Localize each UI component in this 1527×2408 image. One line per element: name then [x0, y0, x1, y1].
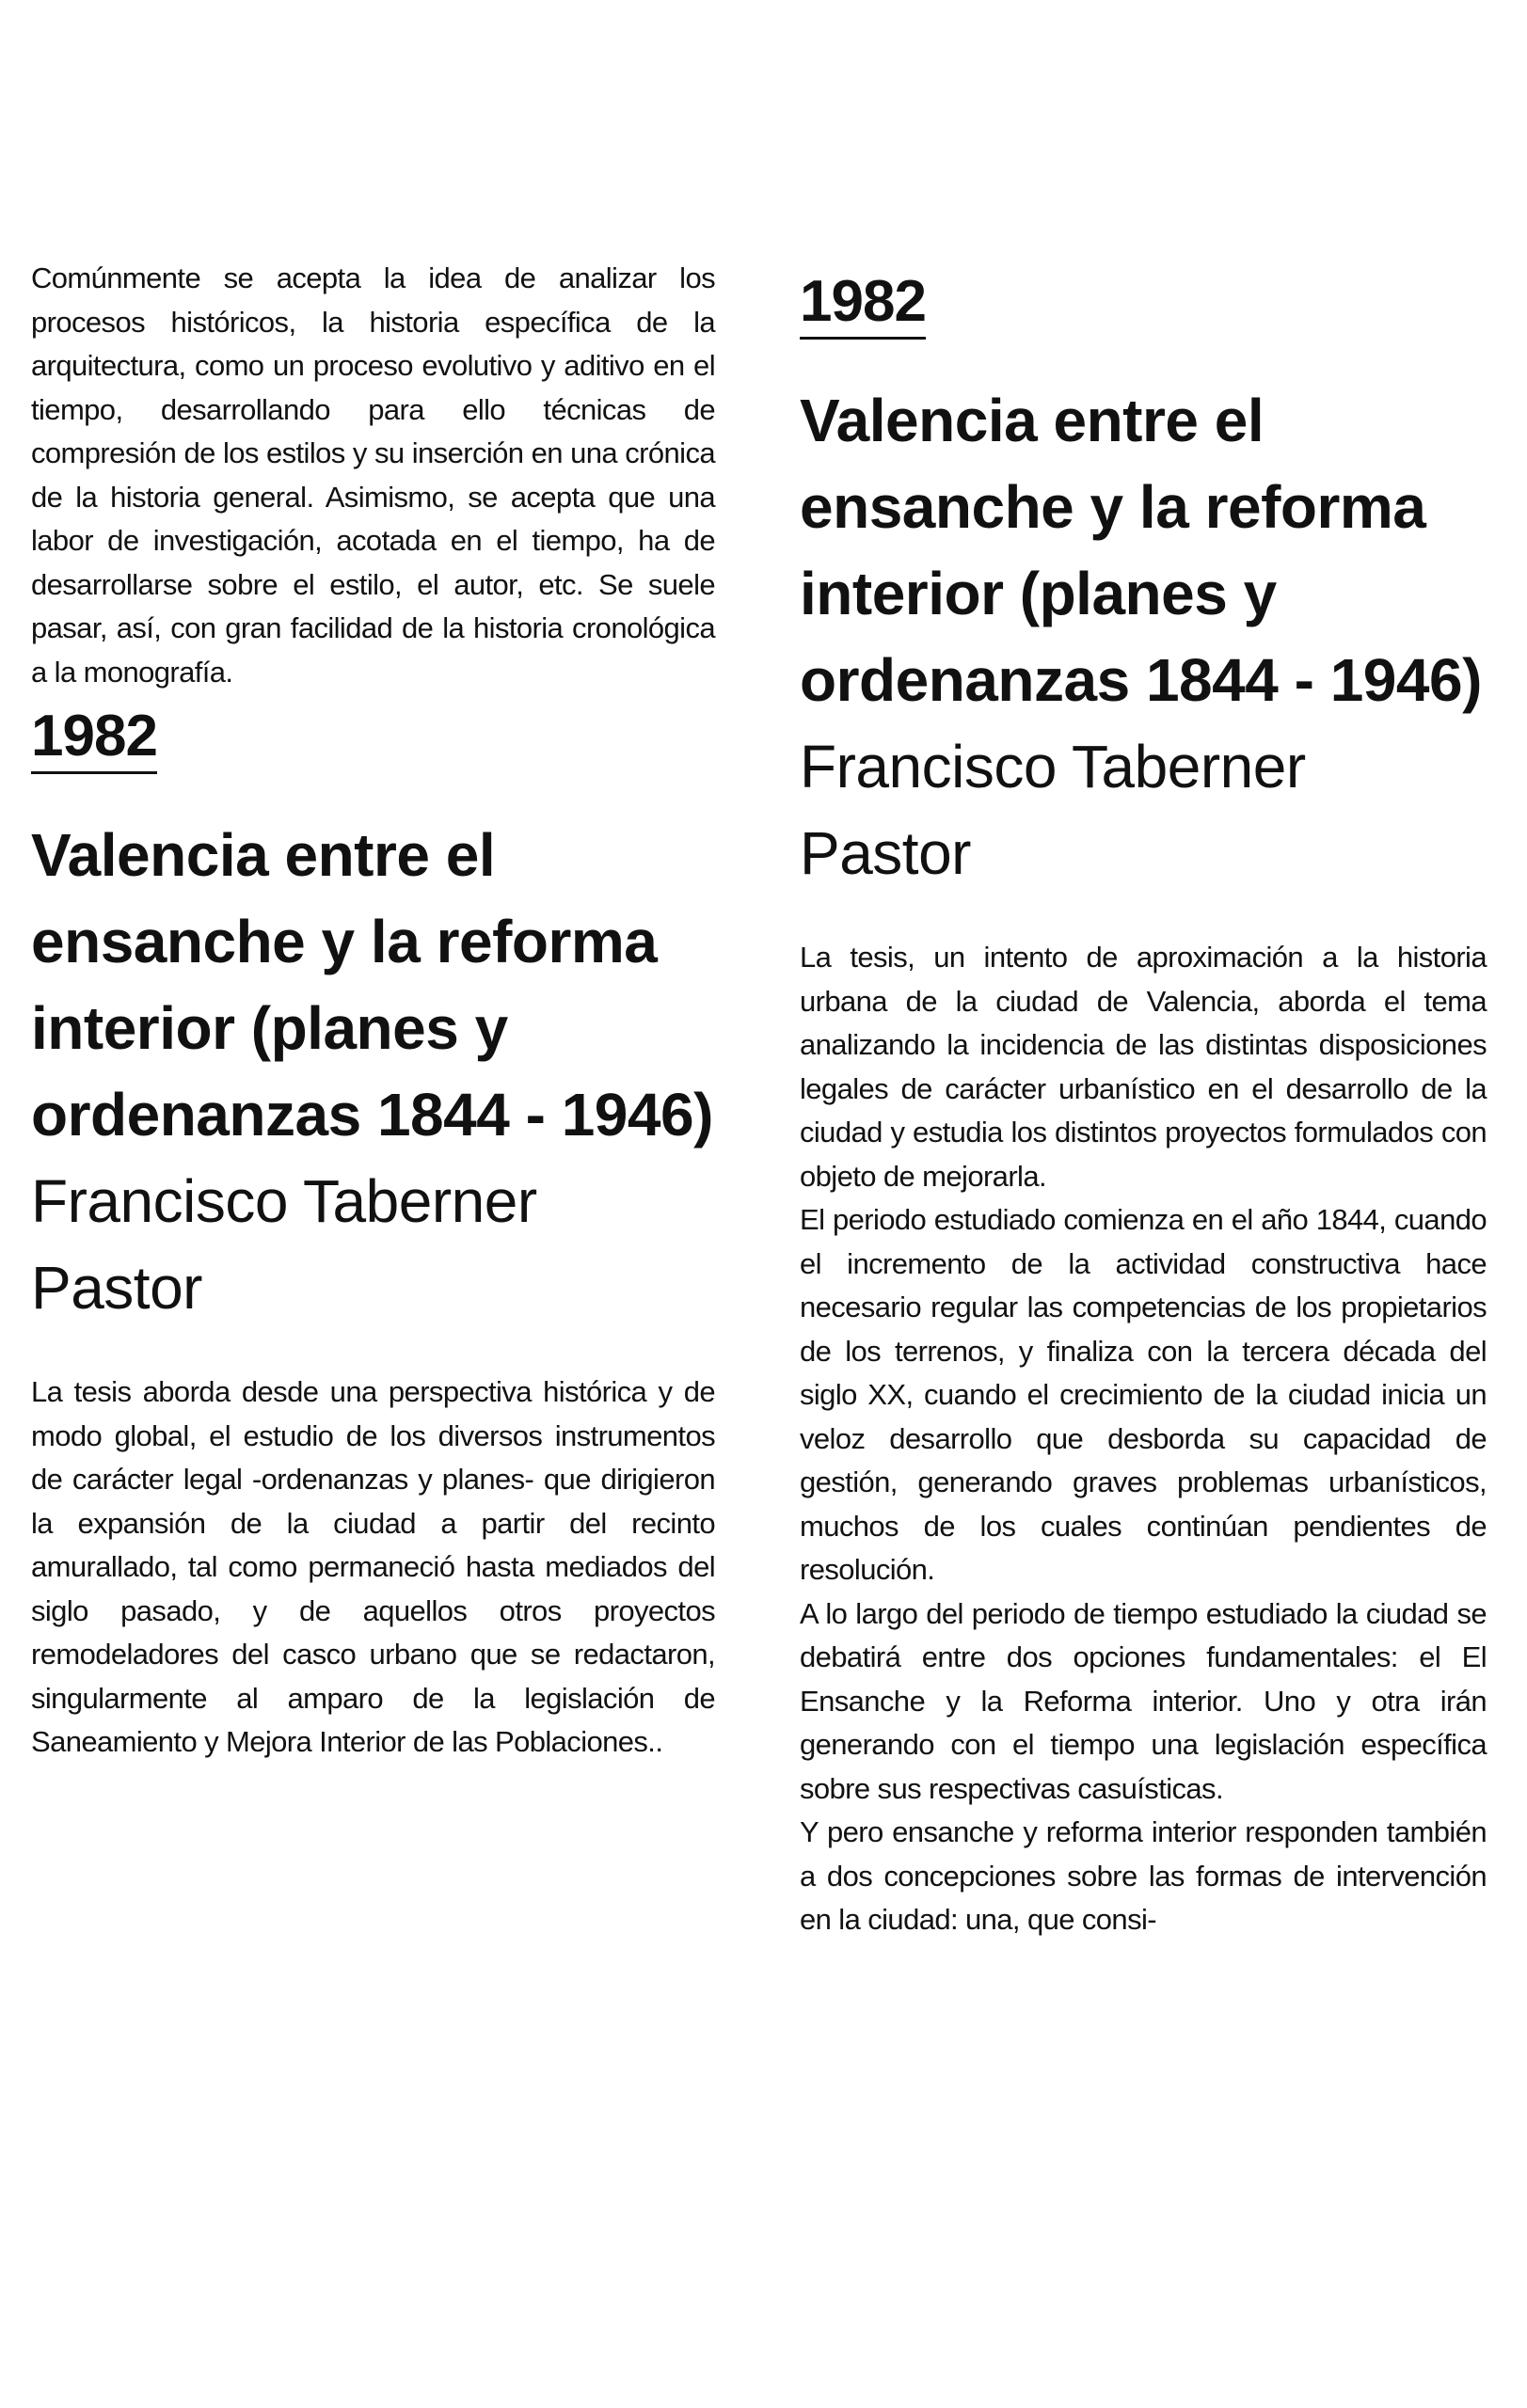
- entry-year-wrap: [800, 269, 1487, 340]
- entry-author: Francisco Taberner Pastor: [800, 733, 1306, 887]
- left-column: [31, 257, 715, 1765]
- entry-abstract: [800, 936, 1487, 1942]
- intro-paragraph: Comúnmente se acepta la idea de analizar los procesos históricos, la historia específica de la arquitectura, como un proceso evolutivo y aditivo en el tiempo, desarrollando para ello técnicas de compresión de los estilos y su inserción en una crónica de la historia general. Asimismo, se acepta que una labor de investigación, acotada en el tiempo, ha de desarrollarse sobre el estilo, el autor, etc. Se suele pasar, así, con gran facilidad de la historia cronológica a la monografía.: [31, 261, 715, 689]
- abstract-paragraph: La tesis, un intento de aproximación a la historia urbana de la ciudad de Valencia, aborda el tema analizando la incidencia de las distintas disposiciones legales de carácter urbanístico en el desarrollo de la ciudad y estudia los distintos proyectos formulados con objeto de mejorarla.: [800, 941, 1487, 1193]
- entry-title: Valencia entre el ensanche y la reforma interior (planes y ordenanzas 1844 - 1946): [800, 387, 1482, 714]
- entry-year-wrap: [31, 704, 715, 774]
- abstract-paragraph: Y pero ensanche y reforma interior responden también a dos concepciones sobre las formas de intervención en la ciudad: una, que consi-: [800, 1815, 1487, 1936]
- entry-year: 1982: [800, 273, 926, 340]
- entry-title: Valencia entre el ensanche y la reforma interior (planes y ordenanzas 1844 - 1946): [31, 821, 713, 1149]
- entry-author: Francisco Taberner Pastor: [31, 1167, 537, 1322]
- abstract-paragraph: El periodo estudiado comienza en el año 1844, cuando el incremento de la actividad constructiva hace necesario regular las competencias de los propietarios de los terrenos, y finaliza con la tercera década del siglo XX, cuando el crecimiento de la ciudad inicia un veloz desarrollo que desborda su capacidad de gestión, generando graves problemas urbanísticos, muchos de los cuales continúan pendientes de resolución.: [800, 1203, 1487, 1586]
- entry-year: 1982: [31, 707, 157, 774]
- right-column: [800, 269, 1487, 1942]
- abstract-paragraph: A lo largo del periodo de tiempo estudiado la ciudad se debatirá entre dos opciones fundamentales: el El Ensanche y la Reforma interior. Uno y otra irán generando con el tiempo una legislación específica sobre sus respectivas casuísticas.: [800, 1596, 1487, 1805]
- entry-abstract: La tesis aborda desde una perspectiva histórica y de modo global, el estudio de los diversos instrumentos de carácter legal -ordenanzas y planes- que dirigieron la expansión de la ciudad a partir del recinto amurallado, tal como permaneció hasta mediados del siglo pasado, y de aquellos otros proyectos remodeladores del casco urbano que se redactaron, singularmente al amparo de la legislación de Saneamiento y Mejora Interior de las Poblaciones..: [31, 1375, 715, 1758]
